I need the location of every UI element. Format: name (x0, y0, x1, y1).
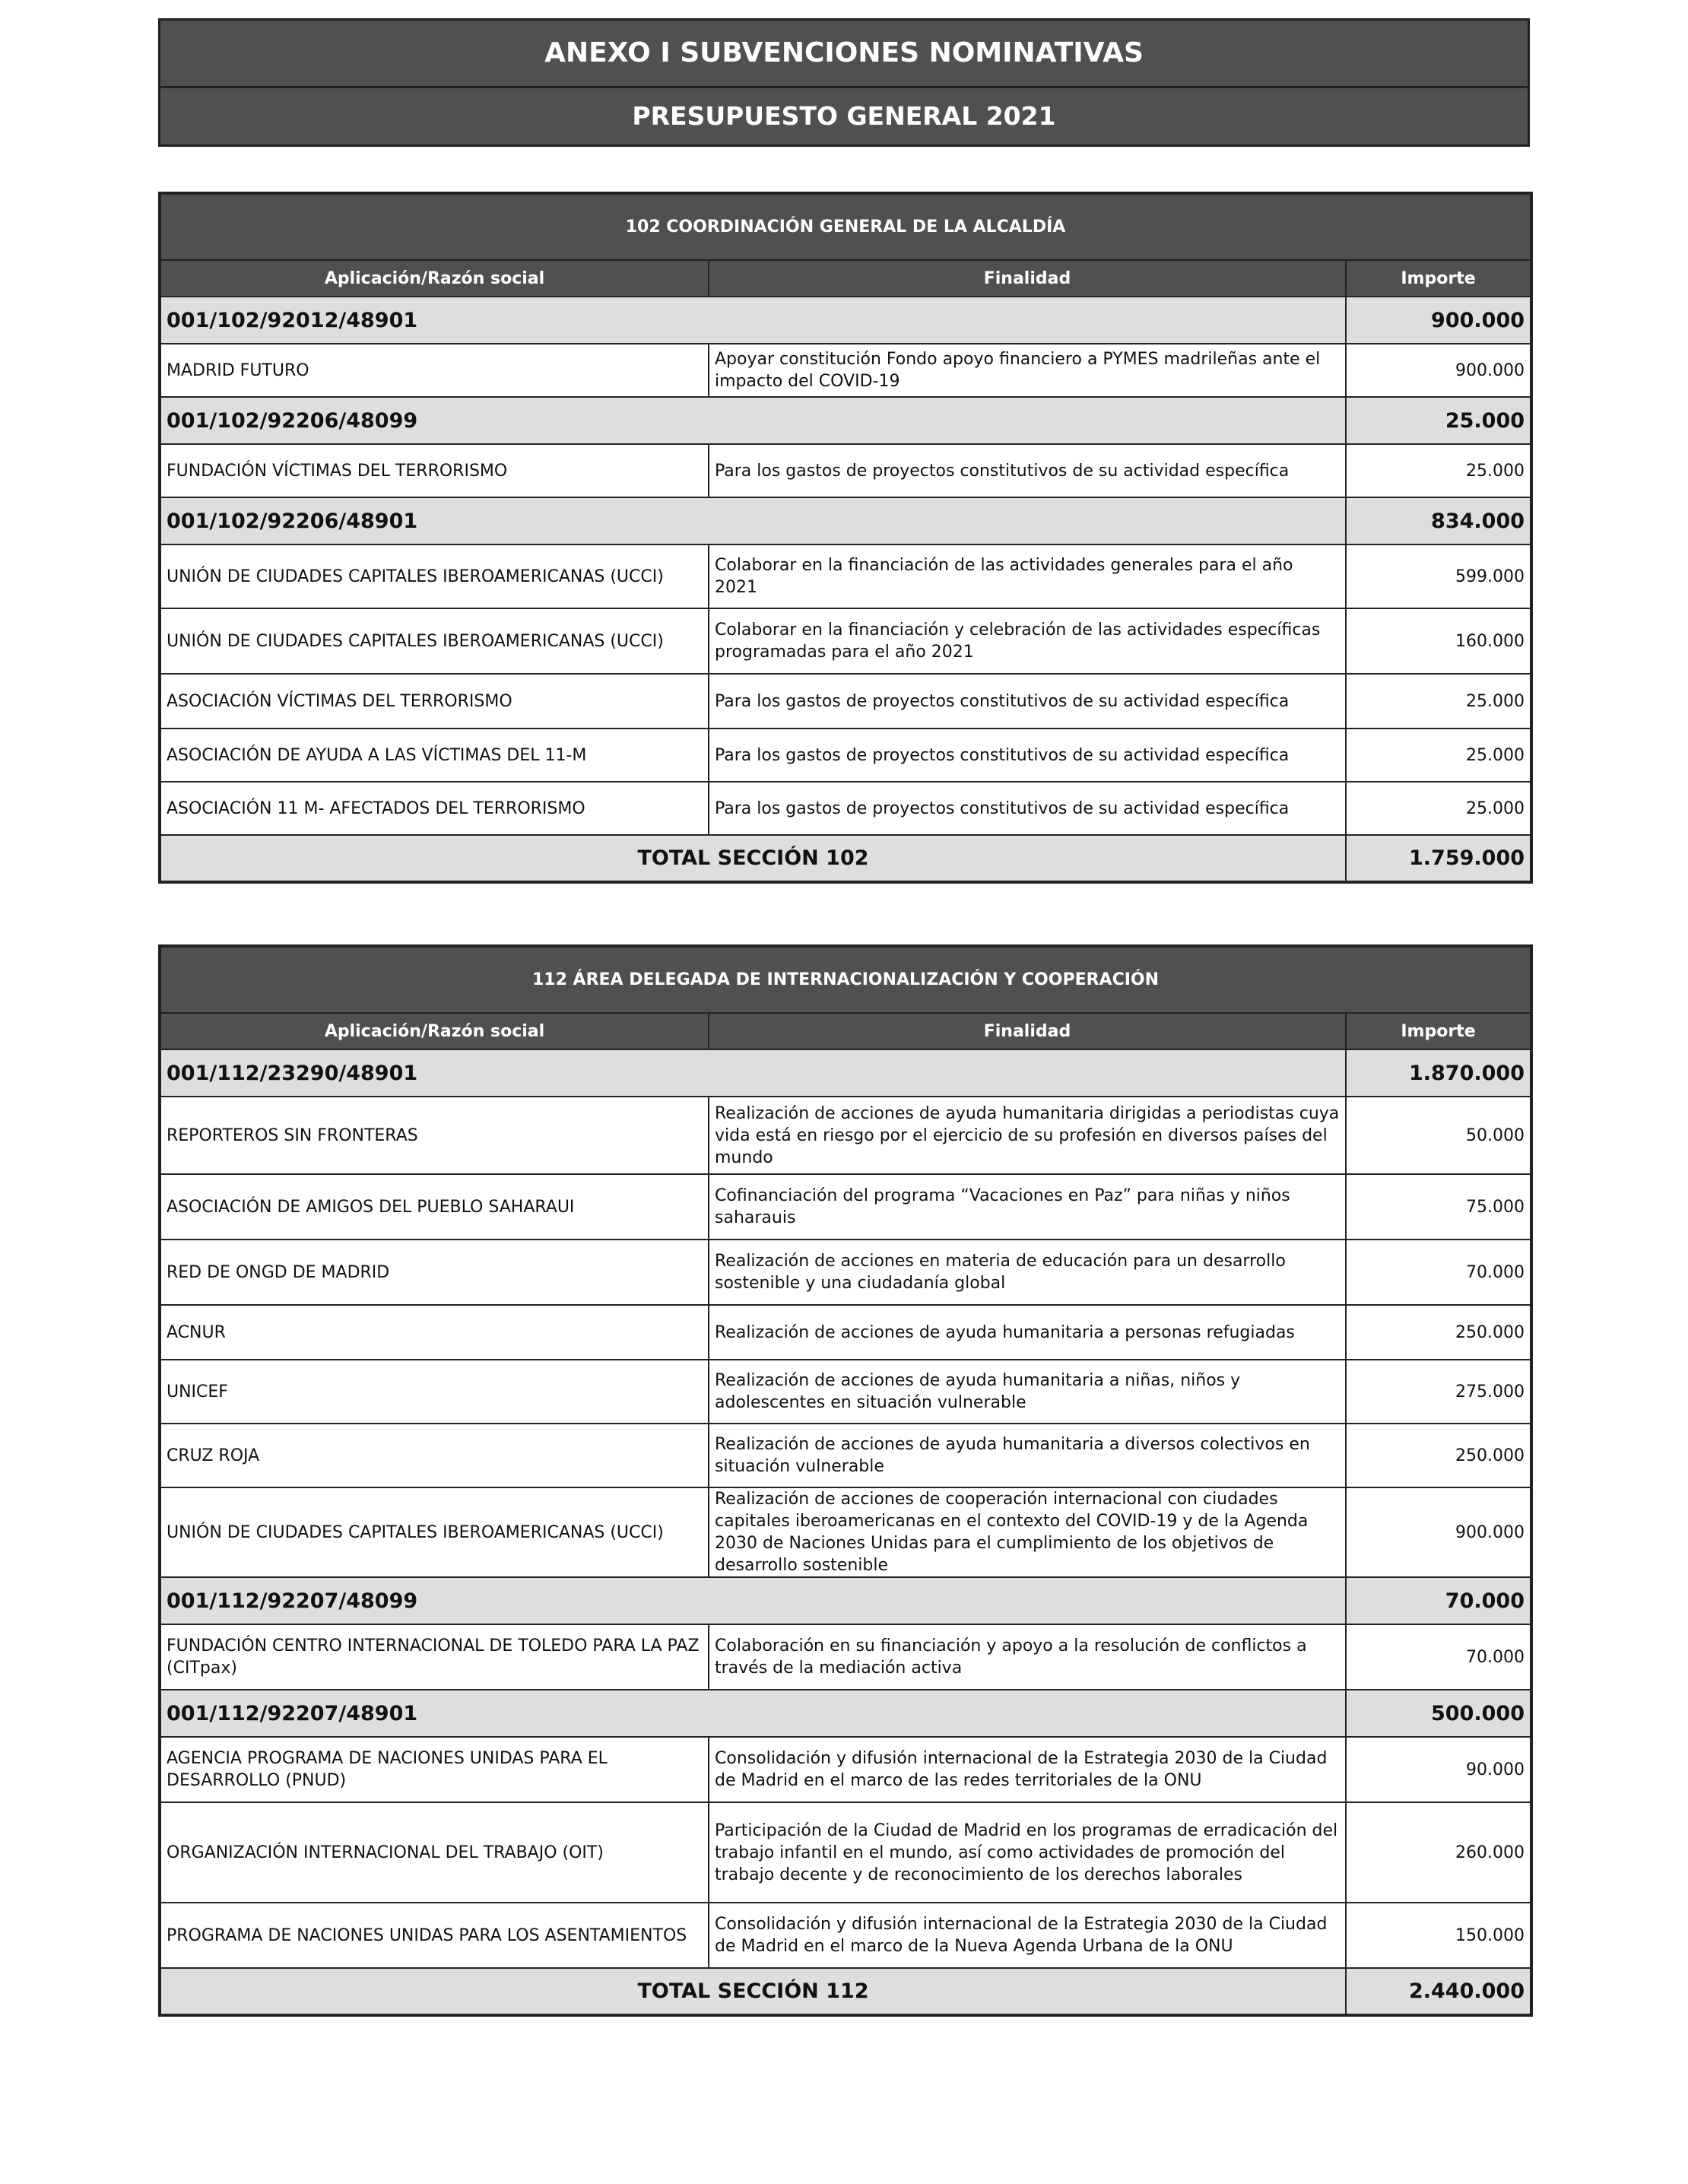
amount: 25.000 (1346, 782, 1531, 835)
table-row (160, 1305, 1531, 1360)
amount: 900.000 (1346, 344, 1531, 397)
document-subtitle: PRESUPUESTO GENERAL 2021 (632, 101, 1056, 131)
table-row (160, 1174, 1531, 1240)
amount: 150.000 (1346, 1903, 1531, 1968)
purpose: Realización de acciones de ayuda humanitaria dirigidas a periodistas cuya vida está en riesgo por el ejercicio de su profesión en diversos países del mundo (709, 1097, 1346, 1174)
amount: 25.000 (1346, 729, 1531, 782)
application-row (160, 397, 1531, 444)
purpose: Para los gastos de proyectos constitutivos de su actividad específica (709, 782, 1346, 835)
beneficiary-name: ASOCIACIÓN DE AYUDA A LAS VÍCTIMAS DEL 11-M (160, 729, 709, 782)
table-row (160, 608, 1531, 674)
purpose: Colaboración en su financiación y apoyo a la resolución de conflictos a través de la mediación activa (709, 1624, 1346, 1690)
application-row (160, 1690, 1531, 1737)
col-header-purpose: Finalidad (709, 1013, 1346, 1049)
beneficiary-name: UNIÓN DE CIUDADES CAPITALES IBEROAMERICANAS (UCCI) (160, 608, 709, 674)
table-row (160, 1903, 1531, 1968)
col-header-amount: Importe (1346, 1013, 1531, 1049)
application-row (160, 1577, 1531, 1624)
application-code: 001/102/92206/48901 (160, 497, 1346, 544)
table-row (160, 444, 1531, 497)
amount: 250.000 (1346, 1305, 1531, 1360)
col-header-amount: Importe (1346, 260, 1531, 297)
amount: 70.000 (1346, 1624, 1531, 1690)
table-row (160, 782, 1531, 835)
amount: 275.000 (1346, 1360, 1531, 1424)
beneficiary-name: AGENCIA PROGRAMA DE NACIONES UNIDAS PARA EL DESARROLLO (PNUD) (160, 1737, 709, 1802)
amount: 599.000 (1346, 544, 1531, 608)
application-total: 70.000 (1346, 1577, 1531, 1624)
beneficiary-name: UNIÓN DE CIUDADES CAPITALES IBEROAMERICANAS (UCCI) (160, 544, 709, 608)
beneficiary-name: ACNUR (160, 1305, 709, 1360)
application-total: 1.870.000 (1346, 1049, 1531, 1097)
beneficiary-name: ORGANIZACIÓN INTERNACIONAL DEL TRABAJO (OIT) (160, 1802, 709, 1903)
beneficiary-name: ASOCIACIÓN 11 M- AFECTADOS DEL TERRORISMO (160, 782, 709, 835)
document-title: ANEXO I SUBVENCIONES NOMINATIVAS (160, 21, 1528, 88)
section-title: 102 COORDINACIÓN GENERAL DE LA ALCALDÍA (160, 193, 1531, 260)
amount: 25.000 (1346, 674, 1531, 729)
application-code: 001/112/23290/48901 (160, 1049, 1346, 1097)
purpose: Realización de acciones de ayuda humanitaria a personas refugiadas (709, 1305, 1346, 1360)
beneficiary-name: FUNDACIÓN CENTRO INTERNACIONAL DE TOLEDO PARA LA PAZ (CITpax) (160, 1624, 709, 1690)
section-total-label: TOTAL SECCIÓN 112 (160, 1968, 1346, 2015)
section-total-label: TOTAL SECCIÓN 102 (160, 835, 1346, 882)
beneficiary-name: REPORTEROS SIN FRONTERAS (160, 1097, 709, 1174)
application-total: 834.000 (1346, 497, 1531, 544)
table-row (160, 1360, 1531, 1424)
amount: 250.000 (1346, 1424, 1531, 1487)
amount: 50.000 (1346, 1097, 1531, 1174)
amount: 160.000 (1346, 608, 1531, 674)
application-code: 001/112/92207/48901 (160, 1690, 1346, 1737)
application-code: 001/112/92207/48099 (160, 1577, 1346, 1624)
table-row (160, 1624, 1531, 1690)
amount: 90.000 (1346, 1737, 1531, 1802)
table-row (160, 1737, 1531, 1802)
beneficiary-name: FUNDACIÓN VÍCTIMAS DEL TERRORISMO (160, 444, 709, 497)
table-row (160, 1424, 1531, 1487)
purpose: Consolidación y difusión internacional de la Estrategia 2030 de la Ciudad de Madrid en el marco de las redes territoriales de la ONU (709, 1737, 1346, 1802)
section-title: 112 ÁREA DELEGADA DE INTERNACIONALIZACIÓN Y COOPERACIÓN (160, 946, 1531, 1013)
application-total: 500.000 (1346, 1690, 1531, 1737)
beneficiary-name: UNICEF (160, 1360, 709, 1424)
application-code: 001/102/92206/48099 (160, 397, 1346, 444)
table-row (160, 1097, 1531, 1174)
amount: 70.000 (1346, 1240, 1531, 1305)
document-header (158, 18, 1530, 147)
section-112-table (158, 944, 1533, 2017)
section-102-table (158, 192, 1533, 884)
col-header-application: Aplicación/Razón social (160, 1013, 709, 1049)
application-row (160, 1049, 1531, 1097)
beneficiary-name: ASOCIACIÓN DE AMIGOS DEL PUEBLO SAHARAUI (160, 1174, 709, 1240)
table-row (160, 344, 1531, 397)
beneficiary-name: MADRID FUTURO (160, 344, 709, 397)
application-row (160, 497, 1531, 544)
purpose: Para los gastos de proyectos constitutivos de su actividad específica (709, 444, 1346, 497)
table-row (160, 1487, 1531, 1577)
amount: 75.000 (1346, 1174, 1531, 1240)
purpose: Participación de la Ciudad de Madrid en los programas de erradicación del trabajo infantil en el mundo, así como actividades de promoción del trabajo decente y de reconocimiento de los derechos laborales (709, 1802, 1346, 1903)
beneficiary-name: UNIÓN DE CIUDADES CAPITALES IBEROAMERICANAS (UCCI) (160, 1487, 709, 1577)
section-total-row (160, 835, 1531, 882)
table-row (160, 544, 1531, 608)
table-row (160, 729, 1531, 782)
amount: 900.000 (1346, 1487, 1531, 1577)
beneficiary-name: PROGRAMA DE NACIONES UNIDAS PARA LOS ASENTAMIENTOS (160, 1903, 709, 1968)
application-row (160, 297, 1531, 344)
section-total-row (160, 1968, 1531, 2015)
application-total: 900.000 (1346, 297, 1531, 344)
beneficiary-name: RED DE ONGD DE MADRID (160, 1240, 709, 1305)
amount: 25.000 (1346, 444, 1531, 497)
purpose: Para los gastos de proyectos constitutivos de su actividad específica (709, 729, 1346, 782)
application-total: 25.000 (1346, 397, 1531, 444)
purpose: Colaborar en la financiación de las actividades generales para el año 2021 (709, 544, 1346, 608)
beneficiary-name: CRUZ ROJA (160, 1424, 709, 1487)
section-total-amount: 1.759.000 (1346, 835, 1531, 882)
beneficiary-name: ASOCIACIÓN VÍCTIMAS DEL TERRORISMO (160, 674, 709, 729)
col-header-application: Aplicación/Razón social (160, 260, 709, 297)
purpose: Realización de acciones de ayuda humanitaria a niñas, niños y adolescentes en situación vulnerable (709, 1360, 1346, 1424)
amount: 260.000 (1346, 1802, 1531, 1903)
purpose: Realización de acciones en materia de educación para un desarrollo sostenible y una ciudadanía global (709, 1240, 1346, 1305)
purpose: Para los gastos de proyectos constitutivos de su actividad específica (709, 674, 1346, 729)
col-header-purpose: Finalidad (709, 260, 1346, 297)
purpose: Colaborar en la financiación y celebración de las actividades específicas programadas para el año 2021 (709, 608, 1346, 674)
purpose: Cofinanciación del programa “Vacaciones en Paz” para niñas y niños saharauis (709, 1174, 1346, 1240)
section-total-amount: 2.440.000 (1346, 1968, 1531, 2015)
purpose: Apoyar constitución Fondo apoyo financiero a PYMES madrileñas ante el impacto del COVID-19 (709, 344, 1346, 397)
table-row (160, 1802, 1531, 1903)
table-row (160, 674, 1531, 729)
application-code: 001/102/92012/48901 (160, 297, 1346, 344)
purpose: Consolidación y difusión internacional de la Estrategia 2030 de la Ciudad de Madrid en el marco de la Nueva Agenda Urbana de la ONU (709, 1903, 1346, 1968)
purpose: Realización de acciones de ayuda humanitaria a diversos colectivos en situación vulnerable (709, 1424, 1346, 1487)
purpose: Realización de acciones de cooperación internacional con ciudades capitales iberoamericanas en el contexto del COVID-19 y de la Agenda 2030 de Naciones Unidas para el cumplimiento de los objetivos de desarrollo sostenible (709, 1487, 1346, 1577)
table-row (160, 1240, 1531, 1305)
